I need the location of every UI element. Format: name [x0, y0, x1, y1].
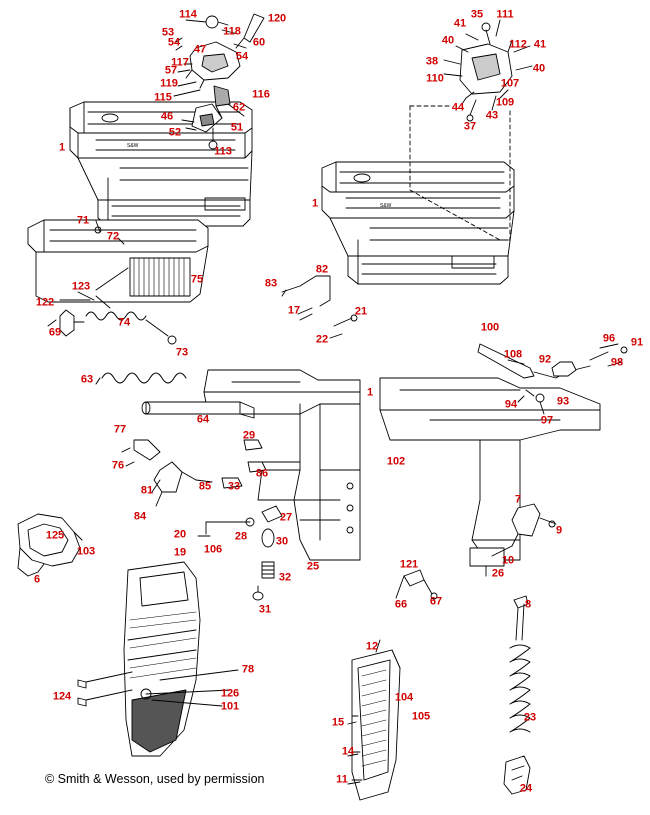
callout-8: 8 [524, 598, 532, 611]
callout-108: 108 [503, 348, 523, 361]
slide-right-assembly [322, 162, 514, 284]
callout-126: 126 [220, 687, 240, 700]
spring-63 [96, 373, 186, 384]
callout-54b: 54 [235, 50, 249, 63]
callout-92: 92 [538, 353, 552, 366]
callout-98: 98 [610, 356, 624, 369]
callout-64: 64 [196, 413, 210, 426]
callout-41b: 41 [533, 38, 547, 51]
callout-32: 32 [278, 571, 292, 584]
callout-109: 109 [495, 96, 515, 109]
callout-103: 103 [76, 545, 96, 558]
callout-84: 84 [133, 510, 147, 523]
callout-12: 12 [365, 640, 379, 653]
svg-text:S&W: S&W [380, 203, 392, 209]
callout-6: 6 [33, 573, 41, 586]
callout-28: 28 [234, 530, 248, 543]
callout-113: 113 [214, 145, 232, 158]
callout-82: 82 [315, 263, 329, 276]
callout-38: 38 [425, 55, 439, 68]
callout-86: 86 [255, 467, 269, 480]
callout-78: 78 [241, 663, 255, 676]
callout-124: 124 [52, 690, 72, 703]
callout-35: 35 [470, 8, 484, 21]
callout-46: 46 [160, 110, 174, 123]
callout-100: 100 [480, 321, 500, 334]
callout-91: 91 [630, 336, 644, 349]
callout-1b: 1 [311, 197, 319, 210]
callout-21: 21 [354, 305, 368, 318]
frame-102-assembly [204, 370, 360, 560]
callout-75: 75 [190, 273, 204, 286]
callout-26: 26 [491, 567, 505, 580]
callout-10: 10 [501, 554, 515, 567]
callout-29: 29 [242, 429, 256, 442]
callout-71: 71 [76, 214, 90, 227]
callout-14: 14 [341, 745, 355, 758]
callout-44: 44 [451, 101, 465, 114]
callout-19: 19 [173, 546, 187, 559]
callout-110: 110 [426, 72, 444, 85]
callout-11: 11 [336, 773, 348, 786]
callout-7: 7 [514, 493, 522, 506]
callout-93: 93 [556, 395, 570, 408]
magazine-assembly [348, 640, 400, 800]
callout-85: 85 [198, 480, 212, 493]
callout-47: 47 [193, 43, 207, 56]
callout-101: 101 [220, 700, 240, 713]
callout-24: 24 [519, 782, 533, 795]
callout-22: 22 [315, 333, 329, 346]
callout-104: 104 [394, 691, 414, 704]
callout-102: 102 [386, 455, 406, 468]
callout-119: 119 [160, 77, 178, 90]
callout-105: 105 [411, 710, 431, 723]
callout-20: 20 [173, 528, 187, 541]
callout-69: 69 [48, 326, 62, 339]
callout-66: 66 [394, 598, 408, 611]
callout-1c: 1 [366, 386, 374, 399]
callout-117: 117 [171, 56, 189, 69]
callout-77: 77 [113, 423, 127, 436]
callout-94: 94 [504, 398, 518, 411]
svg-text:S&W: S&W [127, 143, 139, 149]
trigger-guard-assembly [18, 514, 82, 576]
callout-115: 115 [154, 91, 172, 104]
callout-43: 43 [485, 109, 499, 122]
callout-83: 83 [264, 277, 278, 290]
callout-116: 116 [252, 88, 270, 101]
callout-54a: 54 [167, 36, 181, 49]
callout-67: 67 [429, 595, 443, 608]
callout-37: 37 [463, 120, 477, 133]
frame-1-right [380, 378, 600, 576]
callout-121: 121 [399, 558, 419, 571]
callout-9: 9 [555, 524, 563, 537]
callout-74: 74 [117, 316, 131, 329]
callout-62: 62 [232, 101, 246, 114]
callout-41a: 41 [453, 17, 467, 30]
callout-63: 63 [80, 373, 94, 386]
callout-23: 23 [523, 711, 537, 724]
callout-53: 53 [161, 26, 175, 39]
callout-40b: 40 [532, 62, 546, 75]
callout-15: 15 [331, 716, 345, 729]
callout-73: 73 [175, 346, 189, 359]
callout-40a: 40 [441, 34, 455, 47]
callout-31: 31 [258, 603, 272, 616]
callout-76: 76 [111, 459, 125, 472]
callout-125: 125 [45, 529, 65, 542]
copyright-notice: © Smith & Wesson, used by permission [45, 772, 265, 786]
callout-81: 81 [140, 484, 154, 497]
callout-114: 114 [179, 8, 197, 21]
callout-57: 57 [164, 64, 178, 77]
callout-60: 60 [252, 36, 266, 49]
callout-112: 112 [509, 38, 527, 51]
callout-1a: 1 [58, 141, 66, 154]
grip-78 [78, 562, 238, 756]
callout-27: 27 [279, 511, 293, 524]
callout-118: 118 [223, 25, 241, 38]
callout-33: 33 [227, 480, 241, 493]
callout-122: 122 [35, 296, 55, 309]
callout-107: 107 [500, 77, 520, 90]
callout-106: 106 [203, 543, 223, 556]
callout-97: 97 [540, 414, 554, 427]
callout-25: 25 [306, 560, 320, 573]
callout-72: 72 [106, 230, 120, 243]
callout-52: 52 [168, 126, 182, 139]
recoil-rod-assembly [504, 596, 533, 795]
callout-17: 17 [287, 304, 301, 317]
callout-51: 51 [230, 121, 244, 134]
callout-123: 123 [71, 280, 91, 293]
callout-96: 96 [602, 332, 616, 345]
callout-120: 120 [267, 12, 287, 25]
callout-30: 30 [275, 535, 289, 548]
callout-111: 111 [496, 8, 514, 21]
